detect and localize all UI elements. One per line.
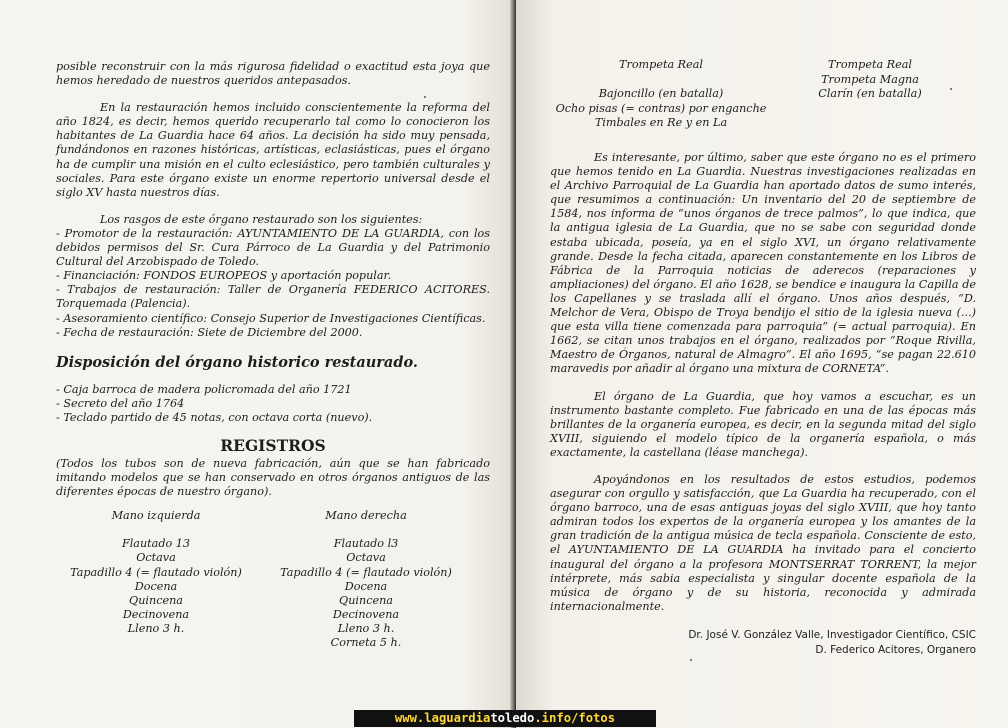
register-item: Tapadillo 4 (= flautado violón) bbox=[280, 565, 452, 579]
right-page bbox=[516, 0, 1008, 728]
watermark-part-1: www.laguardia bbox=[394, 711, 491, 725]
trompetas-left-column bbox=[550, 58, 772, 131]
register-item: Decinovena bbox=[332, 607, 400, 621]
register-item: Flautado 13 bbox=[121, 537, 191, 551]
disposicion-list bbox=[56, 383, 490, 425]
paper-speck bbox=[424, 96, 426, 98]
watermark-banner bbox=[354, 710, 656, 727]
trompeta-item: Trompeta Real bbox=[619, 58, 703, 71]
trompetas-block bbox=[550, 58, 976, 138]
trompeta-item: Trompeta Magna bbox=[821, 72, 919, 86]
mano-izquierda-title: Mano izquierda bbox=[111, 509, 201, 523]
signature-line-1: Dr. José V. González Valle, Investigador Científico, CSIC bbox=[688, 628, 976, 641]
register-item: Lleno 3 h. bbox=[127, 621, 185, 635]
trompeta-item: Timbales en Re y en La bbox=[594, 116, 728, 130]
disposicion-heading: Disposición del órgano historico restaurado. bbox=[56, 353, 418, 371]
registros-columns bbox=[56, 509, 490, 649]
trompeta-item: Ocho pisas (= contras) por enganche bbox=[555, 101, 767, 115]
mano-derecha-title: Mano derecha bbox=[325, 509, 407, 523]
register-item: Flautado l3 bbox=[333, 537, 399, 551]
registros-heading: REGISTROS bbox=[220, 435, 326, 455]
registros-paragraph: (Todos los tubos son de nueva fabricación, aún que se han fabricado imitando modelos que se han conservado en otros órganos antiguos de las diferentes épocas de nuestro órgano). bbox=[56, 456, 490, 499]
trompetas-right-column bbox=[790, 58, 950, 102]
register-item: Decinovena bbox=[122, 607, 190, 621]
mano-izquierda-column bbox=[56, 509, 256, 636]
register-item: Docena bbox=[134, 579, 178, 593]
rasgo-item: - Trabajos de restauración: Taller de Organería FEDERICO ACITORES. Torquemada (Palencia). bbox=[56, 283, 490, 311]
register-item: Quincena bbox=[339, 593, 393, 607]
rasgo-item: - Fecha de restauración: Siete de Diciembre del 2000. bbox=[56, 325, 363, 339]
paper-speck bbox=[690, 659, 692, 661]
paper-speck bbox=[950, 88, 952, 90]
signature-line-2: D. Federico Acitores, Organero bbox=[815, 643, 976, 656]
rasgos-intro: Los rasgos de este órgano restaurado son los siguientes: bbox=[100, 212, 423, 226]
restauracion-paragraph: En la restauración hemos incluido conscientemente la reforma del año 1824, es decir, hemos querido recuperarlo tal como lo conocieron los habitantes de La Guardia hace 64 años. La decisión ha sido muy pensada, fundándonos en razones históricas, artísticas, eclasiásticas, pues el órgano ha de cumplir una misión en el culto eclesiástico, pero también culturales y sociales. Para este órgano existe un enorme repertorio universal desde el siglo XV hasta nuestros días. bbox=[56, 101, 490, 199]
disposicion-item: - Teclado partido de 45 notas, con octava corta (nuevo). bbox=[56, 410, 373, 424]
register-item: Octava bbox=[136, 551, 176, 565]
register-item: Corneta 5 h. bbox=[330, 636, 402, 649]
register-item: Quincena bbox=[129, 593, 183, 607]
intro-paragraph: posible reconstruir con la más rigurosa fidelidad o exactitud esta joya que hemos heredado de nuestros queridos antepasados. bbox=[56, 60, 490, 88]
register-item: Docena bbox=[344, 579, 388, 593]
rasgo-item: - Promotor de la restauración: AYUNTAMIENTO DE LA GUARDIA, con los debidos permisos del Sr. Cura Párroco de La Guardia y del Patrimonio Cultural del Arzobispado de Toledo. bbox=[56, 226, 490, 269]
rasgos-list bbox=[56, 227, 490, 340]
trompeta-spacer bbox=[550, 73, 772, 88]
trompeta-item: Trompeta Real bbox=[828, 58, 912, 71]
trompeta-item: Bajoncillo (en batalla) bbox=[598, 87, 724, 101]
mano-derecha-column bbox=[266, 509, 466, 650]
register-item: Octava bbox=[346, 551, 386, 565]
register-item: Tapadillo 4 (= flautado violón) bbox=[70, 565, 242, 579]
signature-block bbox=[550, 628, 976, 658]
escuchar-paragraph: El órgano de La Guardia, que hoy vamos a escuchar, es un instrumento bastante completo. Fue fabricado en una de las épocas más brillantes de la organería europea, es decir, en la segunda mitad del siglo XVIII, siguiendo el modelo típico de la organería española, o más exactamente, la castellana (léase manchega). bbox=[550, 389, 976, 459]
disposicion-item: - Caja barroca de madera policromada del año 1721 bbox=[56, 382, 352, 396]
rasgo-item: - Asesoramiento científico: Consejo Superior de Investigaciones Científicas. bbox=[56, 311, 486, 325]
apoyandonos-paragraph: Apoyándonos en los resultados de estos estudios, podemos asegurar con orgullo y satisfacción, que La Guardia ha recuperado, con el órgano barroco, una de esas antiguas joyas del siglo XVIII, que hoy tanto admiran todos los expertos de la organería europea y los amantes de la gran tradición de la antigua música de tecla española. Consciente de esto, el AYUNTAMIENTO DE LA GUARDIA ha invitado para el concierto inaugural del órgano a la profesora MONTSERRAT TORRENT, la mejor intérprete, más sabia especialista y singular docente española de la música de órgano y de su historia, reconocida y admirada internacionalmente. bbox=[550, 472, 976, 613]
register-item: Lleno 3 h. bbox=[337, 621, 395, 635]
interesante-paragraph: Es interesante, por último, saber que este órgano no es el primero que hemos tenido en La Guardia. Nuestras investigaciones realizadas en el Archivo Parroquial de La Guardia han aportado datos de sumo interés, que resumimos a continuación: Un inventario del 20 de septiembre de 1584, nos informa de “unos órganos de trece palmos”, lo que indica, que la antigua iglesia de La Guardia, que no se sabe con seguridad donde estaba ubicada, poseía, ya en el siglo XVI, un órgano relativamente grande. Desde la fecha citada, aparecen constantemente en los Libros de Fábrica de la Parroquia noticias de aderecos (reparaciones y ampliaciones) del órgano. El año 1628, se bendice e inaugura la Capilla de los Capellanes y se traslada allí el órgano. Unos años después, “D. Melchor de Vera, Obispo de Troya bendijo el sitio de la iglesia nueva (...) que esta villa tiene comenzada para parroquia” (= actual parroquia). En 1662, se citan unos trabajos en el órgano, realizados por “Roque Rivilla, Maestro de Órganos, natural de Almagro”. El año 1695, “se pagan 22.610 maravedis por añadir al órgano una mixtura de CORNETA”. bbox=[550, 151, 976, 376]
watermark-part-2: toledo bbox=[490, 711, 535, 725]
trompeta-item: Clarín (en batalla) bbox=[818, 87, 922, 101]
rasgo-item: - Financiación: FONDOS EUROPEOS y aportación popular. bbox=[56, 269, 392, 283]
disposicion-item: - Secreto del año 1764 bbox=[56, 396, 185, 410]
watermark-part-3: .info/fotos bbox=[534, 711, 616, 725]
